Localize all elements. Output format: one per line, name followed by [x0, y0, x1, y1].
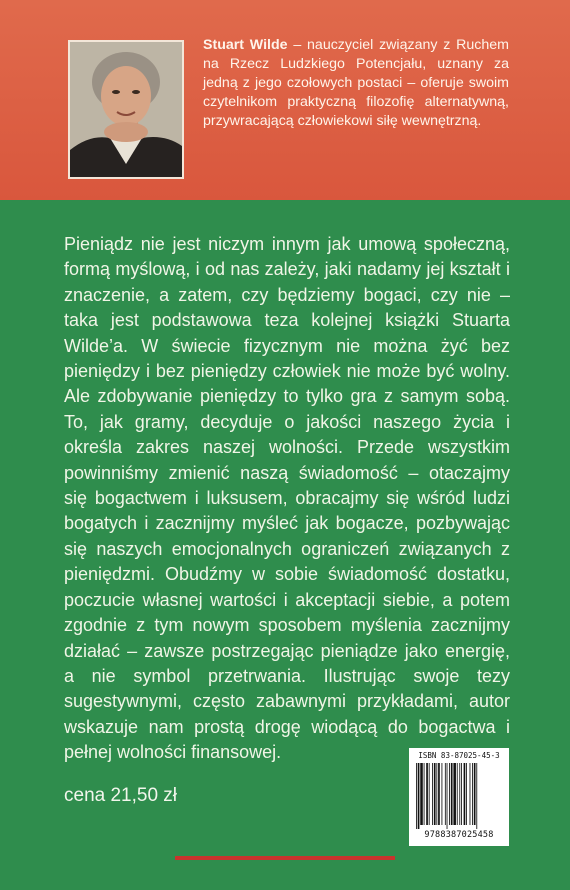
barcode-bar: [474, 763, 476, 825]
barcode-bar: [438, 763, 440, 825]
barcode-bar: [451, 763, 453, 825]
barcode-bar: [420, 763, 423, 825]
barcode-bar: [424, 763, 425, 825]
barcode-bar: [429, 763, 430, 825]
barcode-bar: [442, 763, 443, 825]
price: cena 21,50 zł: [64, 785, 178, 806]
barcode-bar: [453, 763, 456, 825]
author-name: Stuart Wilde: [203, 37, 288, 53]
barcode-bar: [457, 763, 458, 825]
barcode-bars: [414, 763, 504, 829]
barcode-bar: [466, 763, 467, 825]
ean-number: 9788387025458: [424, 830, 494, 840]
author-bio-text: – nauczyciel związany z Ruchem na Rzecz Ludzkiego Potencjału, uznany za jedną z jego czołowych postaci – oferuje swoim czytelnikom praktyczną filozofię alternatywną, przywracającą człowiekowi siłę wewnętrzną.: [203, 37, 509, 129]
barcode-bar: [434, 763, 436, 825]
isbn-label: ISBN 83-87025-45-3: [418, 751, 500, 760]
barcode: [409, 748, 509, 846]
barcode-bar: [416, 763, 417, 829]
barcode-bar: [436, 763, 437, 825]
barcode-bar: [470, 763, 471, 825]
author-bio: [203, 36, 509, 131]
author-photo: [68, 40, 184, 179]
barcode-bar: [418, 763, 420, 829]
book-description: Pieniądz nie jest niczym innym jak umową społeczną, formą myślową, i od nas zależy, jaki nadamy jej kształt i znaczenie, a zatem, czy będziemy bogaci, czy nie – taka jest podstawowa teza kolejnej książki Stuarta Wilde’a. W świecie fizycznym nie można żyć bez pieniędzy i bez pieniędzy człowiek nie może być wolny. Ale zdobywanie pieniędzy to tylko gra z samym sobą. To, jak gramy, decyduje o jakości naszego życia i określa zakres naszej wolności. Przede wszystkim powinniśmy zmienić naszą świadomość – otaczajmy się bogactwem i luksusem, obracajmy się wśród ludzi bogatych i zacznijmy myśleć jak bogacze, pozbywając się naszych emocjonalnych ograniczeń związanych z pieniędzmi. Obudźmy w sobie świadomość dostatku, poczucie własnej wartości i akceptacji siebie, a potem zgodnie z tym nowym sposobem myślenia zacznijmy działać – zawsze postrzegając pieniądze jako energię, a nie symbol przetrwania. Ilustrując swoje tezy sugestywnymi, często zabawnymi przykładami, autor wskazuje nam prostą drogę wiodącą do bogactwa i pełnej wolności finansowej.: [64, 234, 510, 763]
barcode-bar: [476, 763, 477, 829]
barcode-bar: [464, 763, 466, 825]
accent-line: [175, 856, 395, 860]
barcode-bar: [445, 763, 446, 825]
barcode-bar: [426, 763, 428, 825]
barcode-bar: [447, 763, 448, 829]
barcode-bar: [449, 763, 450, 825]
barcode-bar: [461, 763, 462, 825]
barcode-bar: [459, 763, 460, 825]
barcode-bar: [432, 763, 433, 825]
barcode-bar: [472, 763, 473, 825]
